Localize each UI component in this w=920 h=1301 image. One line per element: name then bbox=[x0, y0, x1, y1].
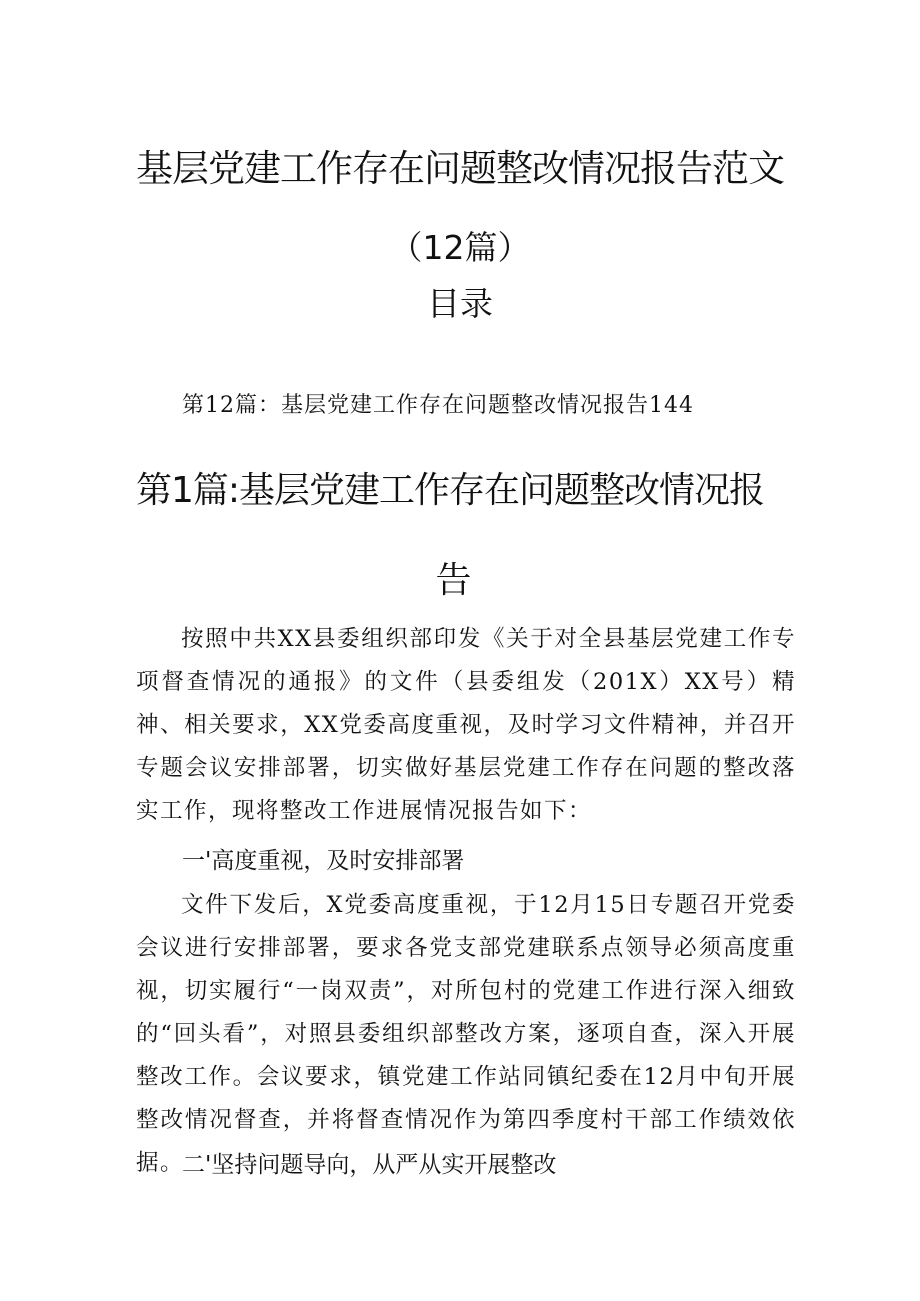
section-1-paragraph: 文件下发后，X党委高度重视，于12月15日专题召开党委会议进行安排部署，要求各党支部党建联系点领导必须高度重视，切实履行“一岗双责”，对所包村的党建工作进行深入细致的“回头看”，对照县委组织部整改方案，逐项自查，深入开展整改工作。会议要求，镇党建工作站同镇纪委在12月中旬开展整改情况督查，并将督查情况作为第四季度村干部工作绩效依据。 bbox=[136, 892, 796, 1176]
article-count: （12篇） bbox=[389, 228, 531, 267]
chapter-title-line2: 告 bbox=[435, 560, 471, 601]
chapter-title bbox=[136, 446, 786, 626]
chapter-title-line1: 第1篇:基层党建工作存在问题整改情况报 bbox=[136, 470, 765, 511]
document-title: 基层党建工作存在问题整改情况报告范文 bbox=[136, 147, 784, 190]
toc-heading: 目录 bbox=[427, 284, 493, 323]
section-heading-2: 二'坚持问题导向，从严从实开展整改 bbox=[182, 1152, 557, 1178]
toc-entry[interactable]: 第12篇：基层党建工作存在问题整改情况报告144 bbox=[182, 393, 694, 418]
section-heading-1: 一'高度重视，及时安排部署 bbox=[182, 848, 465, 874]
intro-paragraph: 按照中共XX县委组织部印发《关于对全县基层党建工作专项督查情况的通报》的文件（县委组发（201X）XX号）精神、相关要求，XX党委高度重视，及时学习文件精神，并召开专题会议安排部署，切实做好基层党建工作存在问题的整改落实工作，现将整改工作进展情况报告如下： bbox=[136, 626, 796, 824]
